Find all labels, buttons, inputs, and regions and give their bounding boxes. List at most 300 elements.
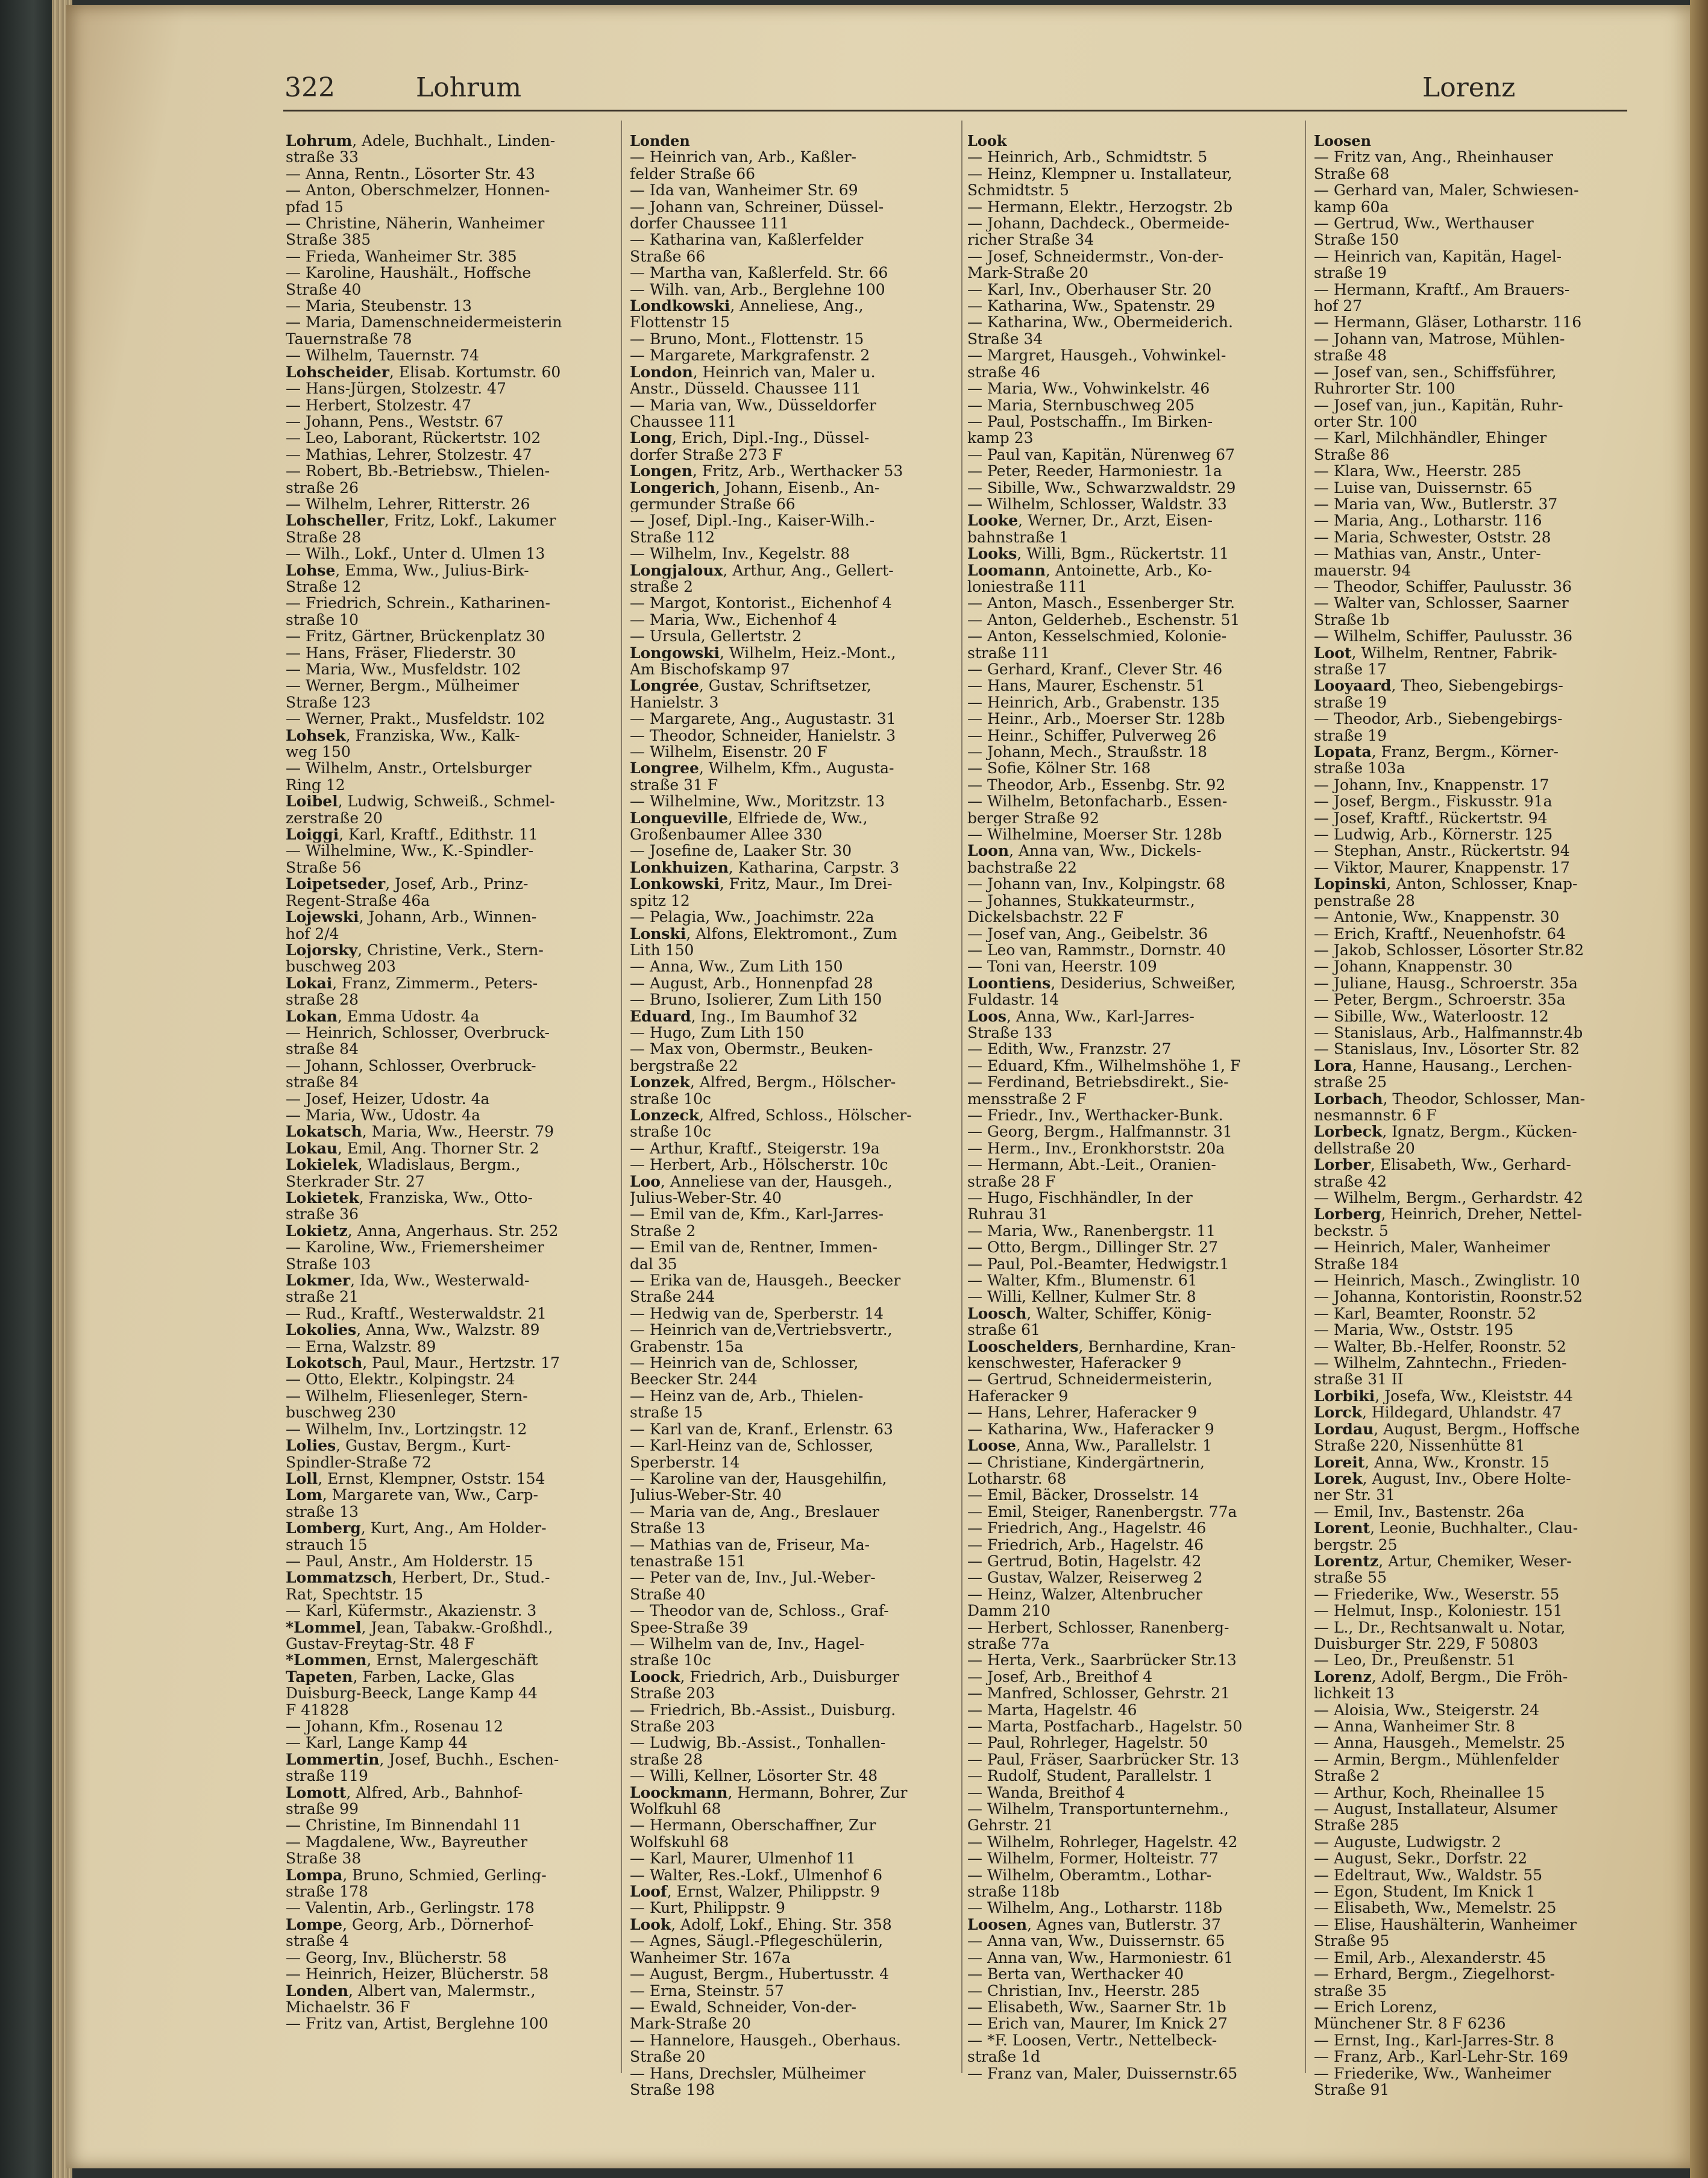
directory-line: — Hermann, Abt.-Leit., Oranien- <box>967 1156 1216 1173</box>
directory-line: Looks, Willi, Bgm., Rückertstr. 11 <box>967 545 1229 562</box>
directory-line: — Mathias van, Anstr., Unter- <box>1314 545 1541 562</box>
directory-line: — Hans-Jürgen, Stolzestr. 47 <box>286 380 506 397</box>
directory-line: — Friedrich, Bb.-Assist., Duisburg. <box>630 1701 896 1718</box>
directory-line: bergstraße 22 <box>630 1057 738 1075</box>
directory-line: — Johannes, Stukkateurmstr., <box>967 892 1195 909</box>
directory-line: — Karl, Inv., Oberhauser Str. 20 <box>967 281 1212 298</box>
directory-line: — Anna, Hausgeh., Memelstr. 25 <box>1314 1734 1566 1751</box>
directory-line: Lokietek, Franziska, Ww., Otto- <box>286 1190 533 1207</box>
directory-line: Lorbiki, Josefa, Ww., Kleiststr. 44 <box>1314 1387 1573 1405</box>
directory-line: buschweg 203 <box>286 958 396 975</box>
directory-line: — Wilhelm, Eisenstr. 20 F <box>630 744 827 761</box>
directory-line: — Hermann, Gläser, Lotharstr. 116 <box>1314 314 1582 331</box>
directory-line: — Johann, Mech., Straußstr. 18 <box>967 744 1208 761</box>
directory-line: penstraße 28 <box>1314 892 1415 909</box>
directory-line: — Erna, Walzstr. 89 <box>286 1338 436 1355</box>
directory-line: Loock, Friedrich, Arb., Duisburger <box>630 1668 900 1686</box>
directory-line: Lohsek, Franziska, Ww., Kalk- <box>286 727 520 744</box>
directory-line: Lompe, Georg, Arb., Dörnerhof- <box>286 1916 534 1933</box>
directory-line: Straße 198 <box>630 2081 715 2098</box>
directory-line: — Friedrich, Schrein., Katharinen- <box>286 595 550 612</box>
directory-line: — Wilhelm, Schiffer, Paulusstr. 36 <box>1314 628 1572 645</box>
column-guide-word: Look <box>967 133 1007 149</box>
directory-line: richer Straße 34 <box>967 231 1094 248</box>
directory-line: — Maria, Ww., Oststr. 195 <box>1314 1322 1514 1338</box>
directory-line: — Erich, Kraftf., Neuenhofstr. 64 <box>1314 925 1566 942</box>
directory-line: — Walter, Bb.-Helfer, Roonstr. 52 <box>1314 1338 1566 1355</box>
directory-line: bahnstraße 1 <box>967 529 1069 546</box>
directory-line: — Emil, Arb., Alexanderstr. 45 <box>1314 1949 1546 1966</box>
directory-line: — August, Arb., Honnenpfad 28 <box>630 974 873 992</box>
directory-line: — Theodor, Schiffer, Paulusstr. 36 <box>1314 578 1572 595</box>
directory-line: Eduard, Ing., Im Baumhof 32 <box>630 1008 858 1025</box>
directory-line: — Theodor, Arb., Essenbg. Str. 92 <box>967 776 1226 794</box>
directory-line: — Paul van, Kapitän, Nürenweg 67 <box>967 446 1235 463</box>
directory-line: — Wilhelm, Lehrer, Ritterstr. 26 <box>286 495 530 513</box>
book-binding <box>0 0 60 2178</box>
directory-line: — Karl-Heinz van de, Schlosser, <box>630 1437 874 1454</box>
directory-line: — Josefine de, Laaker Str. 30 <box>630 843 852 859</box>
directory-line: Haferacker 9 <box>967 1387 1069 1405</box>
directory-line: straße 42 <box>1314 1173 1387 1190</box>
directory-line: — Wilhelm, Anstr., Ortelsburger <box>286 760 532 777</box>
directory-line: — Auguste, Ludwigstr. 2 <box>1314 1833 1501 1851</box>
directory-line: Lokatsch, Maria, Ww., Heerstr. 79 <box>286 1123 554 1140</box>
directory-line: Loockmann, Hermann, Bohrer, Zur <box>630 1784 908 1801</box>
directory-line: Schmidtstr. 5 <box>967 182 1069 199</box>
directory-line: strauch 15 <box>286 1536 368 1553</box>
directory-line: Straße 34 <box>967 330 1043 348</box>
directory-line: — Herbert, Stolzestr. 47 <box>286 397 472 413</box>
directory-line: Londkowski, Anneliese, Ang., <box>630 298 864 315</box>
directory-line: — Toni van, Heerstr. 109 <box>967 958 1157 975</box>
directory-line: — Arthur, Koch, Rheinallee 15 <box>1314 1784 1545 1801</box>
directory-line: — Hans, Fräser, Fliederstr. 30 <box>286 644 516 661</box>
directory-line: Loontiens, Desiderius, Schweißer, <box>967 974 1236 992</box>
directory-line: Straße 244 <box>630 1288 715 1305</box>
directory-line: — Paul, Postschaffn., Im Birken- <box>967 413 1213 430</box>
directory-line: Longen, Fritz, Arb., Werthacker 53 <box>630 463 903 480</box>
directory-line: straße 19 <box>1314 727 1387 744</box>
directory-line: Lommertin, Josef, Buchh., Eschen- <box>286 1751 559 1768</box>
directory-line: dorfer Straße 273 F <box>630 446 783 463</box>
directory-line: — Bruno, Mont., Flottenstr. 15 <box>630 330 864 348</box>
directory-line: felder Straße 66 <box>630 165 756 183</box>
directory-line: Straße 203 <box>630 1718 715 1735</box>
directory-line: — August, Sekr., Dorfstr. 22 <box>1314 1850 1528 1867</box>
directory-line: — Herta, Verk., Saarbrücker Str.13 <box>967 1652 1237 1669</box>
directory-line: — Maria, Steubenstr. 13 <box>286 298 472 315</box>
directory-line: Straße 184 <box>1314 1255 1399 1273</box>
directory-line: — Karl, Beamter, Roonstr. 52 <box>1314 1305 1536 1322</box>
directory-line: Lokietz, Anna, Angerhaus. Str. 252 <box>286 1222 559 1240</box>
directory-line: — Viktor, Maurer, Knappenstr. 17 <box>1314 859 1570 876</box>
directory-line: hof 2/4 <box>286 925 339 942</box>
directory-line: Hanielstr. 3 <box>630 694 719 711</box>
directory-line: — Frieda, Wanheimer Str. 385 <box>286 248 517 265</box>
directory-line: Mark-Straße 20 <box>967 265 1088 281</box>
directory-line: — Maria, Ang., Lotharstr. 116 <box>1314 512 1542 529</box>
column-divider <box>961 121 962 2073</box>
directory-line: straße 28 <box>286 991 359 1008</box>
column-guide-word: Loosen <box>1314 133 1372 149</box>
directory-line: Londen, Albert van, Malermstr., <box>286 1982 536 1999</box>
directory-line: Longerich, Johann, Eisenb., An- <box>630 479 880 496</box>
directory-line: — Antonie, Ww., Knappenstr. 30 <box>1314 909 1560 926</box>
directory-line: Lorenz, Adolf, Bergm., Die Fröh- <box>1314 1668 1568 1686</box>
directory-line: — Peter, Reeder, Harmoniestr. 1a <box>967 463 1222 480</box>
directory-line: — Wilhelm, Ang., Lotharstr. 118b <box>967 1900 1223 1916</box>
directory-line: straße 118b <box>967 1883 1060 1900</box>
directory-line: — Theodor van de, Schloss., Graf- <box>630 1602 889 1619</box>
directory-line: Loosen, Agnes van, Butlerstr. 37 <box>967 1916 1221 1933</box>
directory-line: kamp 60a <box>1314 198 1389 216</box>
directory-line: — Anton, Masch., Essenberger Str. <box>967 595 1235 612</box>
directory-line: — Margarete, Ang., Augustastr. 31 <box>630 711 896 727</box>
directory-line: — Heinr., Schiffer, Pulverweg 26 <box>967 727 1217 744</box>
directory-line: Straße 103 <box>286 1255 371 1273</box>
directory-line: — Leo van, Rammstr., Dornstr. 40 <box>967 941 1226 959</box>
directory-line: straße 111 <box>967 644 1050 661</box>
directory-line: — Leo, Laborant, Rückertstr. 102 <box>286 430 541 447</box>
directory-line: Lorck, Hildegard, Uhlandstr. 47 <box>1314 1404 1562 1421</box>
directory-column-1 <box>286 133 611 2032</box>
directory-line: Lonzeck, Alfred, Schloss., Hölscher- <box>630 1106 912 1124</box>
directory-line: Loot, Wilhelm, Rentner, Fabrik- <box>1314 644 1557 661</box>
directory-line: Straße 2 <box>630 1222 696 1240</box>
directory-line: — Ernst, Ing., Karl-Jarres-Str. 8 <box>1314 2032 1554 2049</box>
directory-line: Tapeten, Farben, Lacke, Glas <box>286 1668 515 1686</box>
directory-line: Lokolies, Anna, Ww., Walzstr. 89 <box>286 1322 540 1338</box>
directory-line: — Heinrich van, Kapitän, Hagel- <box>1314 248 1562 265</box>
directory-line: Straße 285 <box>1314 1817 1399 1834</box>
directory-line: weg 150 <box>286 744 351 761</box>
directory-line: Chaussee 111 <box>630 413 737 430</box>
directory-line: — Paul, Pol.-Beamter, Hedwigstr.1 <box>967 1255 1229 1273</box>
directory-line: — Karl, Maurer, Ulmenhof 11 <box>630 1850 856 1867</box>
directory-line: — Josef, Schneidermstr., Von-der- <box>967 248 1223 265</box>
directory-line: Loipetseder, Josef, Arb., Prinz- <box>286 876 529 893</box>
directory-column-3 <box>967 133 1293 2082</box>
directory-line: straße 31 II <box>1314 1371 1404 1388</box>
directory-line: — Ludwig, Arb., Körnerstr. 125 <box>1314 826 1553 843</box>
directory-line: straße 99 <box>286 1801 359 1818</box>
directory-line: — Anna van, Ww., Harmoniestr. 61 <box>967 1949 1234 1966</box>
directory-line: — Christine, Näherin, Wanheimer <box>286 215 545 232</box>
directory-line: — Max von, Obermstr., Beuken- <box>630 1041 873 1058</box>
directory-line: — Maria, Schwester, Oststr. 28 <box>1314 529 1551 546</box>
directory-line: — Johann, Dachdeck., Obermeide- <box>967 215 1229 232</box>
directory-line: Sperberstr. 14 <box>630 1454 740 1470</box>
directory-line: straße 28 F <box>967 1173 1056 1190</box>
directory-line: Loon, Anna van, Ww., Dickels- <box>967 843 1202 859</box>
directory-line: — Josef, Kraftf., Rückertstr. 94 <box>1314 809 1548 827</box>
directory-line: — Karl, Milchhändler, Ehinger <box>1314 430 1547 447</box>
directory-line: Gustav-Freytag-Str. 48 F <box>286 1635 475 1652</box>
directory-line: straße 10c <box>630 1090 711 1107</box>
directory-line: — Manfred, Schlosser, Gehrstr. 21 <box>967 1685 1230 1702</box>
directory-line: — Anna, Wanheimer Str. 8 <box>1314 1718 1515 1735</box>
directory-line: dorfer Chaussee 111 <box>630 215 790 232</box>
directory-line: — Gerhard, Kranf., Clever Str. 46 <box>967 661 1223 678</box>
directory-line: — Walter, Res.-Lokf., Ulmenhof 6 <box>630 1866 883 1884</box>
directory-line: — Katharina, Ww., Obermeiderich. <box>967 314 1233 331</box>
column-divider <box>1305 121 1306 2073</box>
directory-line: Lohse, Emma, Ww., Julius-Birk- <box>286 562 529 579</box>
directory-line: Lonkhuizen, Katharina, Carpstr. 3 <box>630 859 900 876</box>
directory-line: — Peter, Bergm., Schroerstr. 35a <box>1314 991 1566 1008</box>
directory-line: — Maria van de, Ang., Breslauer <box>630 1503 879 1521</box>
directory-line: Duisburger Str. 229, F 50803 <box>1314 1635 1539 1652</box>
directory-line: — Luise van, Duissernstr. 65 <box>1314 479 1533 496</box>
directory-line: — Johanna, Kontoristin, Roonstr.52 <box>1314 1288 1583 1305</box>
directory-line: straße 61 <box>967 1322 1040 1338</box>
directory-line: — Erhard, Bergm., Ziegelhorst- <box>1314 1966 1556 1983</box>
directory-line: — Georg, Inv., Blücherstr. 58 <box>286 1949 507 1966</box>
directory-line: *Lommen, Ernst, Malergeschäft <box>286 1652 538 1669</box>
directory-line: — Hermann, Elektr., Herzogstr. 2b <box>967 198 1233 216</box>
directory-line: Straße 20 <box>630 2048 706 2065</box>
directory-line: — Werner, Prakt., Musfeldstr. 102 <box>286 711 545 727</box>
directory-line: — Marta, Hagelstr. 46 <box>967 1701 1137 1718</box>
directory-line: Longowski, Wilhelm, Heiz.-Mont., <box>630 644 896 661</box>
directory-line: — Erich Lorenz, <box>1314 1998 1437 2016</box>
directory-line: — Katharina, Ww., Haferacker 9 <box>967 1420 1214 1438</box>
directory-line: — Maria, Ww., Musfeldstr. 102 <box>286 661 521 678</box>
directory-line: — Wilhelm, Former, Holteistr. 77 <box>967 1850 1219 1867</box>
directory-line: — Sibille, Ww., Schwarzwaldstr. 29 <box>967 479 1236 496</box>
directory-line: — Theodor, Arb., Siebengebirgs- <box>1314 711 1563 727</box>
directory-line: — Valentin, Arb., Gerlingstr. 178 <box>286 1900 535 1916</box>
directory-line: Am Bischofskamp 97 <box>630 661 790 678</box>
directory-line: — Armin, Bergm., Mühlenfelder <box>1314 1751 1559 1768</box>
directory-line: — Katharina, Ww., Spatenstr. 29 <box>967 298 1216 315</box>
directory-line: Lonski, Alfons, Elektromont., Zum <box>630 925 897 942</box>
directory-line: kamp 23 <box>967 430 1034 447</box>
directory-line: Lomberg, Kurt, Ang., Am Holder- <box>286 1520 547 1537</box>
directory-line: Straße 203 <box>630 1685 715 1702</box>
directory-line: Longrée, Gustav, Schriftsetzer, <box>630 677 871 694</box>
directory-line: Lordau, August, Bergm., Hoffsche <box>1314 1420 1580 1438</box>
directory-line: — Peter van de, Inv., Jul.-Weber- <box>630 1569 876 1586</box>
directory-line: bergstr. 25 <box>1314 1536 1398 1553</box>
directory-line: Loreit, Anna, Ww., Kronstr. 15 <box>1314 1454 1549 1470</box>
directory-line: Ruhrau 31 <box>967 1206 1048 1223</box>
directory-line: — Ursula, Gellertstr. 2 <box>630 628 802 645</box>
directory-line: — Wilhelm, Fliesenleger, Stern- <box>286 1387 528 1405</box>
directory-line: Straße 91 <box>1314 2081 1390 2098</box>
directory-line: — Berta van, Werthacker 40 <box>967 1966 1184 1983</box>
directory-line: — Karoline, Ww., Friemersheimer <box>286 1239 544 1256</box>
directory-line: Damm 210 <box>967 1602 1051 1619</box>
directory-line: — Maria, Ww., Ranenbergstr. 11 <box>967 1222 1216 1240</box>
directory-line: straße 19 <box>1314 694 1387 711</box>
directory-line: — Otto, Bergm., Dillinger Str. 27 <box>967 1239 1219 1256</box>
directory-line: — Magdalene, Ww., Bayreuther <box>286 1833 528 1851</box>
directory-line: — Wilhelm, Zahntechn., Frieden- <box>1314 1355 1567 1372</box>
directory-line: Lorek, August, Inv., Obere Holte- <box>1314 1470 1571 1487</box>
directory-line: — Margot, Kontorist., Eichenhof 4 <box>630 595 892 612</box>
directory-line: Loomann, Antoinette, Arb., Ko- <box>967 562 1213 579</box>
directory-line: — Heinz, Klempner u. Installateur, <box>967 165 1232 183</box>
directory-line: — Heinrich, Arb., Schmidtstr. 5 <box>967 149 1208 166</box>
directory-line: straße 4 <box>286 1933 350 1950</box>
directory-line: — Herbert, Schlosser, Ranenberg- <box>967 1619 1229 1636</box>
directory-line: — Wilhelm van de, Inv., Hagel- <box>630 1635 865 1652</box>
directory-line: — Hans, Drechsler, Mülheimer <box>630 2065 866 2082</box>
directory-line: — Christiane, Kindergärtnerin, <box>967 1454 1205 1470</box>
directory-line: — Anton, Oberschmelzer, Honnen- <box>286 182 550 199</box>
directory-line: straße 84 <box>286 1074 359 1091</box>
directory-line: — Maria van, Ww., Butlerstr. 37 <box>1314 495 1558 513</box>
directory-line: — Paul, Anstr., Am Holderstr. 15 <box>286 1552 533 1570</box>
directory-line: — Wanda, Breithof 4 <box>967 1784 1125 1801</box>
directory-line: — Mathias van de, Friseur, Ma- <box>630 1536 870 1553</box>
directory-line: mauerstr. 94 <box>1314 562 1411 579</box>
directory-line: nesmannstr. 6 F <box>1314 1106 1437 1124</box>
directory-line: — Agnes, Säugl.-Pflegeschülerin, <box>630 1933 884 1950</box>
directory-line: — Hans, Lehrer, Haferacker 9 <box>967 1404 1198 1421</box>
directory-line: — Johann, Knappenstr. 30 <box>1314 958 1513 975</box>
directory-line: — Josef, Heizer, Udostr. 4a <box>286 1090 490 1107</box>
directory-line: — Fritz, Gärtner, Brückenplatz 30 <box>286 628 545 645</box>
directory-line: — Josef, Arb., Breithof 4 <box>967 1668 1153 1686</box>
directory-line: hof 27 <box>1314 298 1363 315</box>
directory-line: — Johann, Schlosser, Overbruck- <box>286 1057 536 1075</box>
directory-line: — Emil, Bäcker, Drosselstr. 14 <box>967 1487 1199 1504</box>
directory-line: — Heinrich van de,Vertriebsvertr., <box>630 1322 893 1338</box>
directory-line: Wolfskuhl 68 <box>630 1833 729 1851</box>
directory-line: — Pelagia, Ww., Joachimstr. 22a <box>630 909 874 926</box>
directory-line: — Heinrich van de, Schlosser, <box>630 1355 859 1372</box>
directory-line: — Johann, Pens., Weststr. 67 <box>286 413 504 430</box>
directory-line: — Heinrich, Masch., Zwinglistr. 10 <box>1314 1272 1580 1289</box>
directory-line: straße 15 <box>630 1404 703 1421</box>
directory-line: — Margarete, Markgrafenstr. 2 <box>630 347 870 364</box>
directory-line: — Rud., Kraftf., Westerwaldstr. 21 <box>286 1305 547 1322</box>
directory-line: — Hermann, Kraftf., Am Brauers- <box>1314 281 1570 298</box>
column-divider <box>621 121 622 2073</box>
directory-line: Straße 56 <box>286 859 362 876</box>
directory-line: Lokan, Emma Udostr. 4a <box>286 1008 480 1025</box>
directory-line: — Stanislaus, Arb., Halfmannstr.4b <box>1314 1024 1583 1041</box>
directory-line: — Heinrich, Maler, Wanheimer <box>1314 1239 1550 1256</box>
directory-line: straße 119 <box>286 1768 368 1784</box>
directory-line: — *F. Loosen, Vertr., Nettelbeck- <box>967 2032 1217 2049</box>
directory-line: — August, Installateur, Alsumer <box>1314 1801 1558 1818</box>
directory-line: Lorber, Elisabeth, Ww., Gerhard- <box>1314 1156 1571 1173</box>
directory-line: — Martha van, Kaßlerfeld. Str. 66 <box>630 265 888 281</box>
directory-line: Loll, Ernst, Klempner, Oststr. 154 <box>286 1470 545 1487</box>
directory-line: — Hans, Maurer, Eschenstr. 51 <box>967 677 1205 694</box>
directory-line: — Egon, Student, Im Knick 1 <box>1314 1883 1536 1900</box>
directory-line: — Walter, Kfm., Blumenstr. 61 <box>967 1272 1198 1289</box>
directory-line: — Anton, Kesselschmied, Kolonie- <box>967 628 1227 645</box>
directory-line: — Bruno, Isolierer, Zum Lith 150 <box>630 991 882 1008</box>
directory-line: — Maria, Ww., Vohwinkelstr. 46 <box>967 380 1210 397</box>
directory-line: Long, Erich, Dipl.-Ing., Düssel- <box>630 430 870 447</box>
directory-line: — Johann van, Inv., Kolpingstr. 68 <box>967 876 1226 893</box>
directory-line: — Gustav, Walzer, Reiserweg 2 <box>967 1569 1203 1586</box>
directory-line: Julius-Weber-Str. 40 <box>630 1190 782 1207</box>
directory-line: Lokielek, Wladislaus, Bergm., <box>286 1156 521 1173</box>
directory-line: — Maria, Sternbuschweg 205 <box>967 397 1195 413</box>
directory-line: — Franz, Arb., Karl-Lehr-Str. 169 <box>1314 2048 1569 2065</box>
directory-line: loniestraße 111 <box>967 578 1087 595</box>
directory-line: Spindler-Straße 72 <box>286 1454 432 1470</box>
directory-line: Lopinski, Anton, Schlosser, Knap- <box>1314 876 1578 893</box>
directory-line: — Margret, Hausgeh., Vohwinkel- <box>967 347 1226 364</box>
directory-line: — Josef van, jun., Kapitän, Ruhr- <box>1314 397 1563 413</box>
directory-line: Lora, Hanne, Hausang., Lerchen- <box>1314 1057 1572 1075</box>
directory-line: — Fritz van, Artist, Berglehne 100 <box>286 2015 548 2032</box>
directory-line: ner Str. 31 <box>1314 1487 1395 1504</box>
directory-line: Straße 2 <box>1314 1768 1380 1784</box>
directory-line: — Josef, Bergm., Fiskusstr. 91a <box>1314 793 1553 810</box>
directory-line: — Anna van, Ww., Duissernstr. 65 <box>967 1933 1225 1950</box>
directory-line: Straße 66 <box>630 248 706 265</box>
directory-line: Straße 68 <box>1314 165 1390 183</box>
directory-line: Lopata, Franz, Bergm., Körner- <box>1314 744 1559 761</box>
directory-line: lichkeit 13 <box>1314 1685 1395 1702</box>
directory-line: Ruhrorter Str. 100 <box>1314 380 1455 397</box>
directory-line: — Rudolf, Student, Parallelstr. 1 <box>967 1768 1213 1784</box>
directory-line: dal 35 <box>630 1255 677 1273</box>
directory-line: — Erich van, Maurer, Im Knick 27 <box>967 2015 1228 2032</box>
directory-line: — Hannelore, Hausgeh., Oberhaus. <box>630 2032 901 2049</box>
directory-line: — Wilhelmine, Ww., K.-Spindler- <box>286 843 534 859</box>
directory-line: — Klara, Ww., Heerstr. 285 <box>1314 463 1522 480</box>
directory-line: — Georg, Bergm., Halfmannstr. 31 <box>967 1123 1232 1140</box>
directory-line: — Sibille, Ww., Waterloostr. 12 <box>1314 1008 1549 1025</box>
directory-line: — Wilhelmine, Moerser Str. 128b <box>967 826 1222 843</box>
directory-line: — Heinz, Walzer, Altenbrucher <box>967 1586 1203 1603</box>
directory-line: — Maria van, Ww., Düsseldorfer <box>630 397 876 413</box>
directory-line: Longueville, Elfriede de, Ww., <box>630 809 868 827</box>
page-number: 322 <box>284 72 335 103</box>
directory-line: Longree, Wilhelm, Kfm., Augusta- <box>630 760 894 777</box>
directory-line: Lohscheller, Fritz, Lokf., Lakumer <box>286 512 556 529</box>
directory-line: — Emil van de, Rentner, Immen- <box>630 1239 878 1256</box>
directory-line: — Josef van, sen., Schiffsführer, <box>1314 363 1557 381</box>
directory-line: — Erika van de, Hausgeh., Beecker <box>630 1272 901 1289</box>
directory-line: Lokau, Emil, Ang. Thorner Str. 2 <box>286 1140 539 1157</box>
directory-line: — Herbert, Arb., Hölscherstr. 10c <box>630 1156 888 1173</box>
directory-line: pfad 15 <box>286 198 344 216</box>
directory-line: Loibel, Ludwig, Schweiß., Schmel- <box>286 793 555 810</box>
directory-line: Wolfkuhl 68 <box>630 1801 721 1818</box>
directory-line: Loosch, Walter, Schiffer, König- <box>967 1305 1212 1322</box>
directory-line: Straße 133 <box>967 1024 1053 1041</box>
directory-line: — Josef, Dipl.-Ing., Kaiser-Wilh.- <box>630 512 875 529</box>
directory-line: Straße 28 <box>286 529 362 546</box>
directory-line: Looyaard, Theo, Siebengebirgs- <box>1314 677 1563 694</box>
directory-line: — Emil, Steiger, Ranenbergstr. 77a <box>967 1503 1237 1521</box>
directory-line: Straße 123 <box>286 694 371 711</box>
directory-line: Michaelstr. 36 F <box>286 1998 410 2016</box>
directory-line: Lorbach, Theodor, Schlosser, Man- <box>1314 1090 1586 1107</box>
directory-line: — Herm., Inv., Eronkhorststr. 20a <box>967 1140 1225 1157</box>
directory-line: Ring 12 <box>286 776 345 794</box>
directory-line: Rat, Spechtstr. 15 <box>286 1586 424 1603</box>
directory-line: Straße 13 <box>630 1520 706 1537</box>
running-head-left: Lohrum <box>416 72 522 103</box>
directory-line: Straße 220, Nissenhütte 81 <box>1314 1437 1525 1454</box>
directory-line: tenastraße 151 <box>630 1552 746 1570</box>
directory-line: — Friedr., Inv., Werthacker-Bunk. <box>967 1106 1223 1124</box>
directory-line: spitz 12 <box>630 892 690 909</box>
directory-line: — Wilhelm, Tauernstr. 74 <box>286 347 480 364</box>
